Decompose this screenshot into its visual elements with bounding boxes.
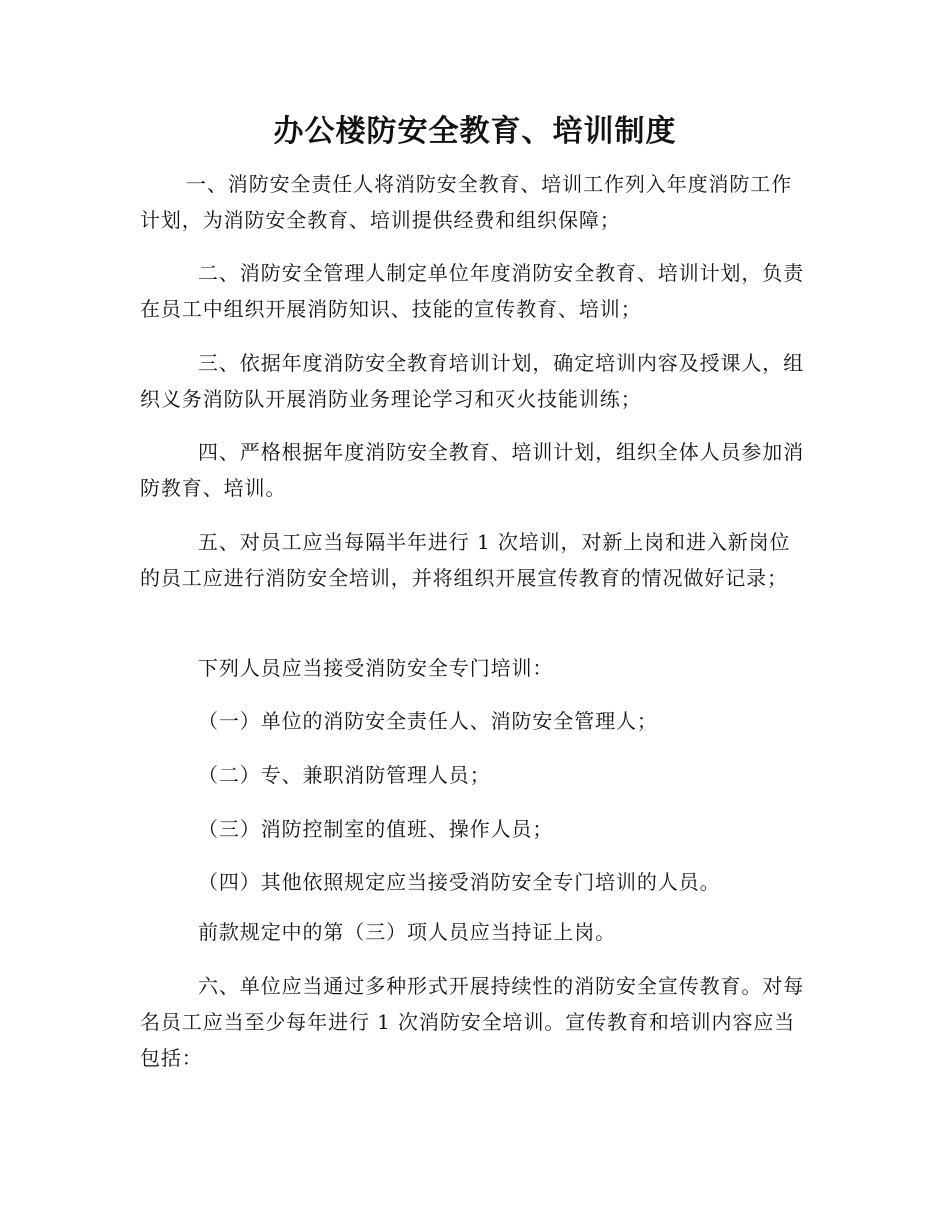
- paragraph-2: 二、消防安全管理人制定单位年度消防安全教育、培训计划，负责在员工中组织开展消防知识、技能的宣传教育、培训；: [140, 261, 805, 321]
- paragraph-5: 五、对员工应当每隔半年进行 1 次培训，对新上岗和进入新岗位的员工应进行消防安全培训，并将组织开展宣传教育的情况做好记录；: [140, 530, 791, 590]
- document-title: 办公楼防安全教育、培训制度: [273, 114, 677, 149]
- paragraph-certification: 前款规定中的第（三）项人员应当持证上岗。: [198, 920, 616, 944]
- list-item-4: （四）其他依照规定应当接受消防安全专门培训的人员。: [198, 870, 721, 894]
- list-item-1: （一）单位的消防安全责任人、消防安全管理人；: [198, 709, 658, 733]
- paragraph-1: 一、消防安全责任人将消防安全教育、培训工作列入年度消防工作计划，为消防安全教育、培训提供经费和组织保障；: [140, 172, 793, 232]
- list-item-2: （二）专、兼职消防管理人员；: [198, 763, 491, 787]
- list-item-3: （三）消防控制室的值班、操作人员；: [198, 817, 554, 841]
- paragraph-3: 三、依据年度消防安全教育培训计划，确定培训内容及授课人，组织义务消防队开展消防业务理论学习和灭火技能训练；: [140, 351, 805, 411]
- paragraph-4: 四、严格根据年度消防安全教育、培训计划，组织全体人员参加消防教育、培训。: [140, 440, 805, 500]
- paragraph-special-training-intro: 下列人员应当接受消防安全专门培训：: [198, 656, 554, 680]
- paragraph-6: 六、单位应当通过多种形式开展持续性的消防安全宣传教育。对每名员工应当至少每年进行 1 次消防安全培训。宣传教育和培训内容应当包括：: [140, 974, 805, 1070]
